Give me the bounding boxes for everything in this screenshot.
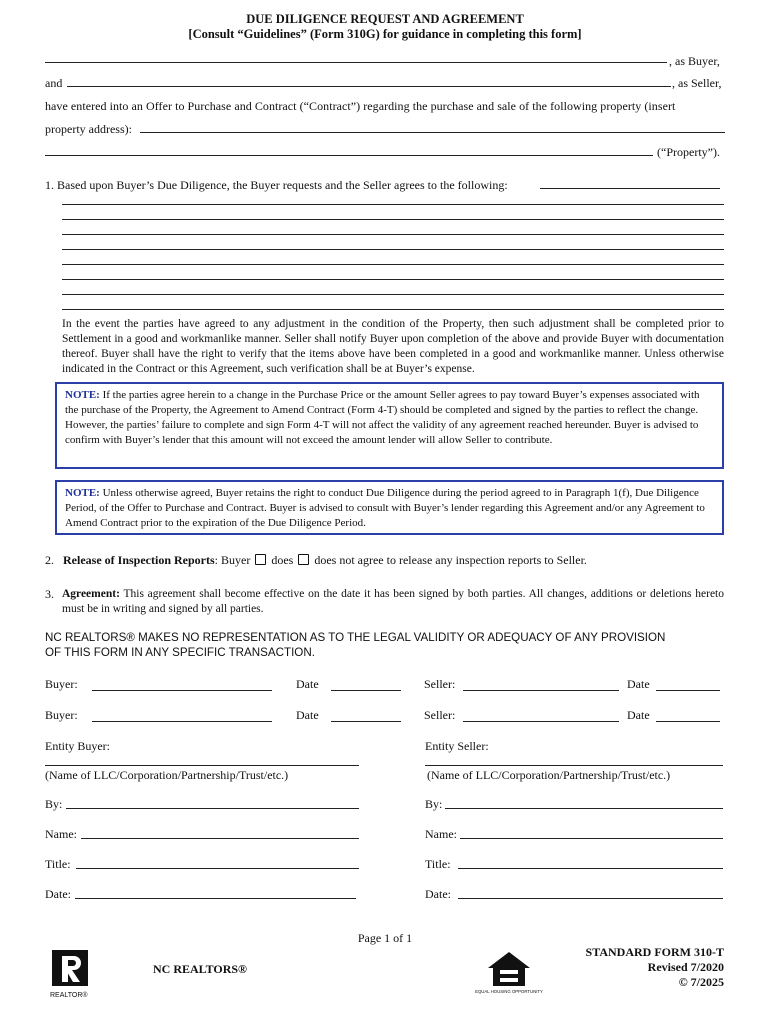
seller-by-label: By: (425, 797, 443, 811)
buyer-name-label: Name: (45, 827, 77, 841)
entity-seller-hint: (Name of LLC/Corporation/Partnership/Trust/etc.) (427, 768, 671, 782)
request-line-5[interactable] (62, 264, 724, 265)
seller-date-label-2: Date (627, 708, 650, 722)
entity-buyer-label: Entity Buyer: (45, 739, 110, 753)
buyer-date-line-1[interactable] (331, 690, 401, 691)
option-does: does (271, 553, 294, 567)
seller-prefix: and (45, 76, 63, 90)
disclaimer-line-2: OF THIS FORM IN ANY SPECIFIC TRANSACTION. (45, 646, 315, 659)
form-copyright: © 7/2025 (678, 975, 724, 989)
contract-text: have entered into an Offer to Purchase and Contract (“Contract”) regarding the purchase and sale of the following property (insert (45, 99, 676, 113)
note-label: NOTE: (65, 389, 100, 401)
note-box-price-change (55, 382, 724, 469)
footer-org: NC REALTORS® (153, 962, 247, 976)
buyer-name-line[interactable] (45, 62, 667, 63)
seller-by-line[interactable] (445, 808, 723, 809)
entity-seller-name-line[interactable] (425, 765, 723, 766)
section2-number: 2. (45, 553, 54, 567)
seller-date-label-1: Date (627, 677, 650, 691)
buyer-date-label-1: Date (296, 677, 319, 691)
request-line-7[interactable] (62, 294, 724, 295)
seller-name-label: Name: (425, 827, 457, 841)
form-subtitle: [Consult “Guidelines” (Form 310G) for guidance in completing this form] (188, 27, 582, 41)
equal-housing-icon (475, 950, 543, 1000)
seller-signature-line-2[interactable] (463, 721, 619, 722)
request-line-2[interactable] (62, 219, 724, 220)
section3-number: 3. (45, 587, 54, 601)
seller-date-field-line[interactable] (458, 898, 723, 899)
seller-title-label: Title: (425, 857, 451, 871)
form-number: STANDARD FORM 310-T (585, 945, 724, 959)
note-text: Unless otherwise agreed, Buyer retains the right to conduct Due Diligence during the period agreed to in Paragraph 1(f), Due Diligence Period, of the Offer to Purchase and Contract. Buyer is advised to consult with Buyer’s lender regarding this Agreement and/or any Agreement to Amend Contract prior to the expiration of the Due Diligence Period. (65, 487, 705, 529)
buyer-by-label: By: (45, 797, 63, 811)
request-line-0[interactable] (540, 188, 720, 189)
seller-date-line-1[interactable] (656, 690, 720, 691)
page-number: Page 1 of 1 (357, 931, 413, 945)
section2-heading: Release of Inspection Reports (63, 553, 215, 567)
buyer-date-field-line[interactable] (75, 898, 356, 899)
realtor-logo (50, 948, 94, 1000)
entity-seller-label: Entity Seller: (425, 739, 489, 753)
note-box-due-diligence (55, 480, 724, 535)
section3-body: This agreement shall become effective on the date it has been signed by both parties. All changes, additions or deletions hereto must be in writing and signed by all parties. (62, 588, 725, 615)
property-address-line-1[interactable] (140, 132, 725, 133)
form-revised: Revised 7/2020 (647, 960, 724, 974)
buyer-date-field-label: Date: (45, 887, 71, 901)
eho-logo-text: EQUAL HOUSING OPPORTUNITY (475, 989, 543, 994)
request-line-3[interactable] (62, 234, 724, 235)
entity-buyer-hint: (Name of LLC/Corporation/Partnership/Trust/etc.) (45, 768, 289, 782)
seller-label-2: Seller: (424, 708, 456, 722)
request-line-4[interactable] (62, 249, 724, 250)
seller-date-field-label: Date: (425, 887, 451, 901)
seller-title-line[interactable] (458, 868, 723, 869)
option-does-not: does not agree to release any inspection reports to Seller. (314, 553, 587, 567)
buyer-name-line[interactable] (81, 838, 359, 839)
seller-name-line[interactable] (67, 86, 671, 87)
request-line-1[interactable] (62, 204, 724, 205)
buyer-date-label-2: Date (296, 708, 319, 722)
buyer-label-1: Buyer: (45, 677, 78, 691)
buyer-signature-line-2[interactable] (92, 721, 272, 722)
request-line-8[interactable] (62, 309, 724, 310)
does-checkbox[interactable] (255, 554, 266, 565)
property-address-line-2[interactable] (45, 155, 653, 156)
property-label: property address): (45, 122, 132, 136)
request-line-6[interactable] (62, 279, 724, 280)
disclaimer-line-1: NC REALTORS® MAKES NO REPRESENTATION AS TO THE LEGAL VALIDITY OR ADEQUACY OF ANY PROVISION (45, 631, 666, 644)
realtor-logo-text: REALTOR® (50, 992, 88, 999)
buyer-label-2: Buyer: (45, 708, 78, 722)
section2-lead: : Buyer (214, 553, 251, 567)
property-suffix: (“Property”). (657, 145, 720, 159)
buyer-signature-line-1[interactable] (92, 690, 272, 691)
buyer-by-line[interactable] (66, 808, 359, 809)
section3-text (62, 587, 724, 617)
seller-signature-line-1[interactable] (463, 690, 619, 691)
buyer-title-line[interactable] (76, 868, 359, 869)
seller-date-line-2[interactable] (656, 721, 720, 722)
note-label: NOTE: (65, 487, 100, 499)
note-text: If the parties agree herein to a change in the Purchase Price or the amount Seller agrees to pay toward Buyer’s expenses associated with the purchase of the Property, the Agreement to Amend Contract (Form 4-T) should be completed and signed by the parties to reflect the change. However, the parties’ failure to complete and sign Form 4-T will not affect the validity of any agreement reached hereunder. Buyer is advised to confirm with Buyer’s lender that this amount will not exceed the amount lender will allow Seller to contribute. (65, 389, 700, 446)
seller-label-1: Seller: (424, 677, 456, 691)
section2 (45, 553, 587, 568)
section3-heading: Agreement: (62, 588, 120, 600)
seller-suffix: , as Seller, (672, 76, 722, 90)
section1-lead: 1. Based upon Buyer’s Due Diligence, the Buyer requests and the Seller agrees to the following: (45, 178, 508, 192)
does-not-checkbox[interactable] (298, 554, 309, 565)
form-title: DUE DILIGENCE REQUEST AND AGREEMENT (246, 12, 524, 26)
buyer-title-label: Title: (45, 857, 71, 871)
entity-buyer-name-line[interactable] (45, 765, 359, 766)
adjustment-paragraph: In the event the parties have agreed to any adjustment in the condition of the Property, then such adjustment shall be completed prior to Settlement in a good and workmanlike manner. Seller shall notify Buyer upon completion of the above and provide Buyer with documentation thereof. Buyer shall have the right to verify that the items above have been completed in a good and workmanlike manner. Unless otherwise indicated in the Contract or this Agreement, such verification shall be at Buyer’s expense. (62, 318, 724, 375)
seller-name-line[interactable] (460, 838, 723, 839)
buyer-date-line-2[interactable] (331, 721, 401, 722)
buyer-suffix: , as Buyer, (669, 54, 720, 68)
